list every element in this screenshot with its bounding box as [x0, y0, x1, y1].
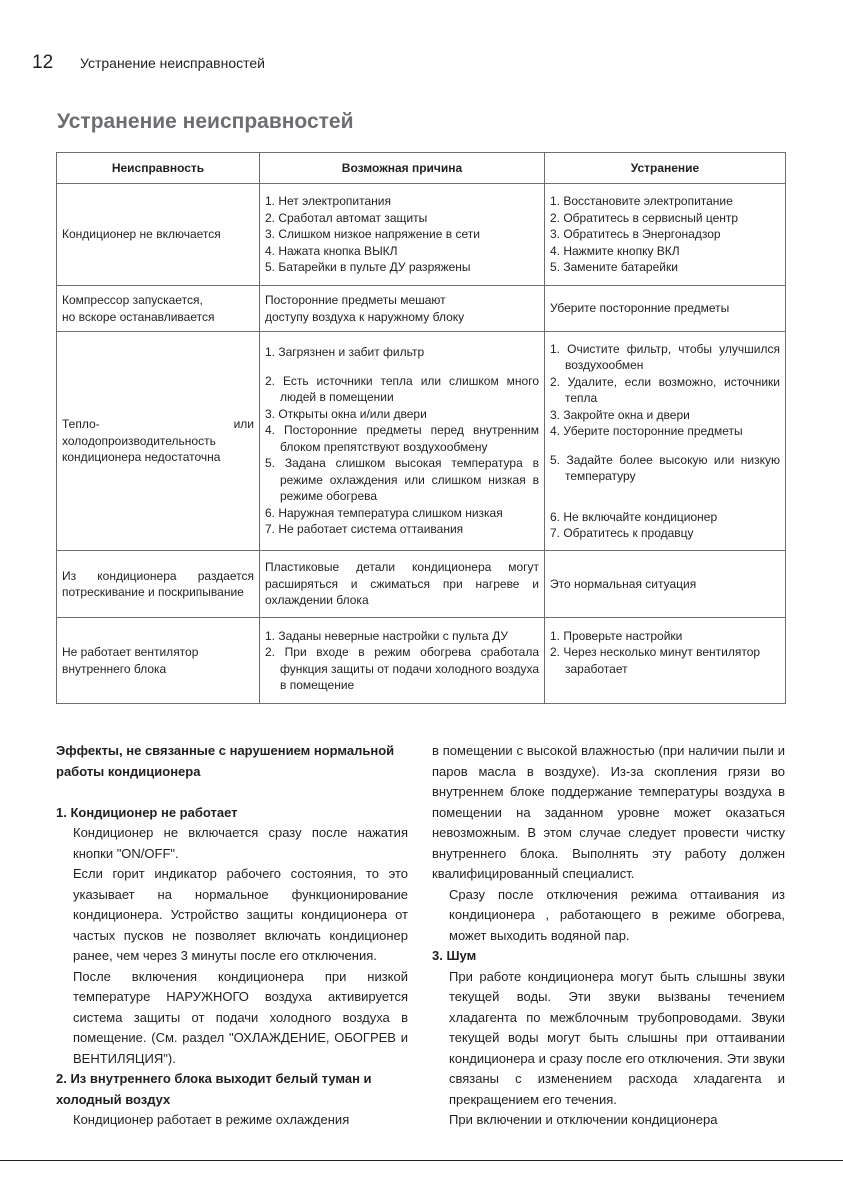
fix-item: 1. Восстановите электропитание: [550, 194, 733, 209]
item-3-title: 3. Шум: [432, 948, 477, 963]
fix-cell: [545, 618, 786, 704]
problem-line: внутреннего блока: [62, 661, 167, 676]
table-row: [57, 551, 786, 618]
fix-item: 2. Обратитесь в сервисный центр: [550, 210, 739, 225]
effects-heading: Эффекты, не связанные с нарушением нормальной работы кондиционера: [56, 743, 395, 779]
fix-item: 6. Не включайте кондиционер: [550, 509, 718, 524]
problem-cell: Из кондиционера раздается потрескивание и поскрипывание: [57, 551, 260, 618]
fix-cell: Это нормальная ситуация: [545, 551, 786, 618]
item-2-paragraph: Кондиционер работает в режиме охлаждения: [73, 1112, 350, 1127]
cause-item: 1. Загрязнен и забит фильтр: [265, 345, 425, 360]
fix-cell: [545, 332, 786, 551]
table-row: [57, 286, 786, 332]
item-1-title: 1. Кондиционер не работает: [56, 804, 238, 820]
problem-cell: Тепло- или холодопроизводительность кондиционера недостаточна: [57, 332, 260, 551]
problem-cell: [57, 618, 260, 704]
cause-item: 4. Посторонние предметы перед внутренним блоком препятствуют воздухообмену: [265, 423, 539, 454]
spacer: [550, 440, 780, 452]
spacer: [265, 361, 539, 373]
fix-cell: Уберите посторонние предметы: [545, 286, 786, 332]
effects-column-right: [432, 741, 785, 1131]
fix-cell: [545, 184, 786, 286]
cause-item: 2. При входе в режим обогрева сработала функция защиты от подачи холодного воздуха в помещение: [265, 645, 539, 692]
table-header-row: [57, 153, 786, 184]
spacer: [550, 497, 780, 509]
item-1-paragraph: Кондиционер не включается сразу после нажатия кнопки "ON/OFF".: [73, 825, 408, 861]
cause-item: 2. Сработал автомат защиты: [265, 210, 428, 225]
table-row: [57, 184, 786, 286]
cause-line: доступу воздуха к наружному блоку: [265, 309, 465, 324]
item-2-title: 2. Из внутреннего блока выходит белый туман и холодный воздух: [56, 1071, 372, 1107]
item-1-paragraph: Если горит индикатор рабочего состояния, то это указывает на нормальное функционирование кондиционера. Устройство защиты кондиционера от частых пусков не позволяет включать кондиционер ранее, чем через 3 минуты после его отключения.: [73, 866, 408, 963]
spacer: [550, 485, 780, 497]
problem-line: Компрессор запускается,: [62, 293, 203, 307]
cause-item: 2. Есть источники тепла или слишком много людей в помещении: [265, 373, 539, 405]
running-title: Устранение неисправностей: [80, 55, 265, 71]
fix-item: 4. Уберите посторонние предметы: [550, 424, 743, 438]
table-row: [57, 618, 786, 704]
cause-item: 1. Заданы неверные настройки с пульта ДУ: [265, 628, 508, 643]
fix-item: 4. Нажмите кнопку ВКЛ: [550, 243, 680, 258]
cause-cell: [260, 184, 545, 286]
effects-column-left: [56, 741, 408, 1131]
fix-item: 5. Замените батарейки: [550, 260, 678, 275]
page-bottom-rule: [0, 1160, 843, 1161]
section-title: Устранение неисправностей: [57, 110, 354, 133]
fix-item: 2. Через несколько минут вентилятор заработает: [550, 645, 761, 676]
table-row: [57, 332, 786, 551]
header-fix: Устранение: [545, 153, 786, 184]
cause-item: 7. Не работает система оттаивания: [265, 522, 464, 537]
fix-item: 2. Удалите, если возможно, источники тепла: [550, 374, 780, 405]
cause-cell: [260, 286, 545, 332]
cause-item: 3. Открыты окна и/или двери: [265, 406, 427, 421]
cause-item: 4. Нажата кнопка ВЫКЛ: [265, 243, 398, 258]
item-1-paragraph: После включения кондиционера при низкой температуре НАРУЖНОГО воздуха активируется система защиты от подачи холодного воздуха в помещение. (См. раздел "ОХЛАЖДЕНИЕ, ОБОГРЕВ и ВЕНТИЛЯЦИЯ").: [73, 968, 408, 1066]
problem-cell: [57, 286, 260, 332]
cause-cell: [260, 618, 545, 704]
problem-line: Не работает вентилятор: [62, 645, 199, 659]
item-3-paragraph: При включении и отключении кондиционера: [449, 1112, 718, 1127]
item-2-paragraph: Сразу после отключения режима оттаивания из кондиционера , работающего в режиме обогрева, может выходить водяной пар.: [449, 886, 785, 943]
item-3-paragraph: При работе кондиционера могут быть слышны звуки текущей воды. Эти звуки вызваны течением хладагента по межблочным трубопроводами. Звуки текущей воды могут быть слышны при оттаивании кондиционера и сразу после его отключения. Эти звуки связаны с изменением расхода хладагента и прекращением его течения.: [449, 968, 785, 1107]
page-number: 12: [32, 52, 54, 73]
cause-line: Посторонние предметы мешают: [265, 293, 446, 307]
cause-item: 5. Батарейки в пульте ДУ разряжены: [265, 260, 471, 275]
fix-item: 3. Закройте окна и двери: [550, 407, 690, 422]
item-2-paragraph-continued: в помещении с высокой влажностью (при наличии пыли и паров масла в воздухе). Из-за скопления грязи во внутреннем блоке поддержание температуры воздуха в помещении на заданном уровне может оказаться невозможным. В этом случае следует провести чистку внутреннего блока. Выполнять эту работу должен квалифицированный специалист.: [432, 743, 785, 881]
item-2-paragraph-start: [56, 1110, 408, 1131]
fix-item: 7. Обратитесь к продавцу: [550, 526, 694, 540]
cause-item: 5. Задана слишком высокая температура в режиме охлаждения или слишком низкая в режиме обогрева: [265, 456, 539, 504]
header-cause: Возможная причина: [260, 153, 545, 184]
problem-cell: Кондиционер не включается: [57, 184, 260, 286]
fix-item: 1. Очистите фильтр, чтобы улучшился воздухообмен: [550, 341, 780, 372]
item-2-paragraph-cont: [432, 741, 785, 885]
cause-item: 3. Слишком низкое напряжение в сети: [265, 227, 480, 242]
cause-cell: Пластиковые детали кондиционера могут расширяться и сжиматься при нагреве и охлаждении блока: [260, 551, 545, 618]
header-problem: Неисправность: [57, 153, 260, 184]
problem-line: но вскоре останавливается: [62, 309, 215, 324]
troubleshooting-table: [56, 152, 786, 704]
fix-item: 3. Обратитесь в Энергонадзор: [550, 227, 721, 242]
cause-item: 1. Нет электропитания: [265, 194, 391, 209]
cause-cell: [260, 332, 545, 551]
cause-item: 6. Наружная температура слишком низкая: [265, 505, 503, 520]
fix-item: 5. Задайте более высокую или низкую температуру: [550, 452, 780, 483]
fix-item: 1. Проверьте настройки: [550, 628, 683, 643]
